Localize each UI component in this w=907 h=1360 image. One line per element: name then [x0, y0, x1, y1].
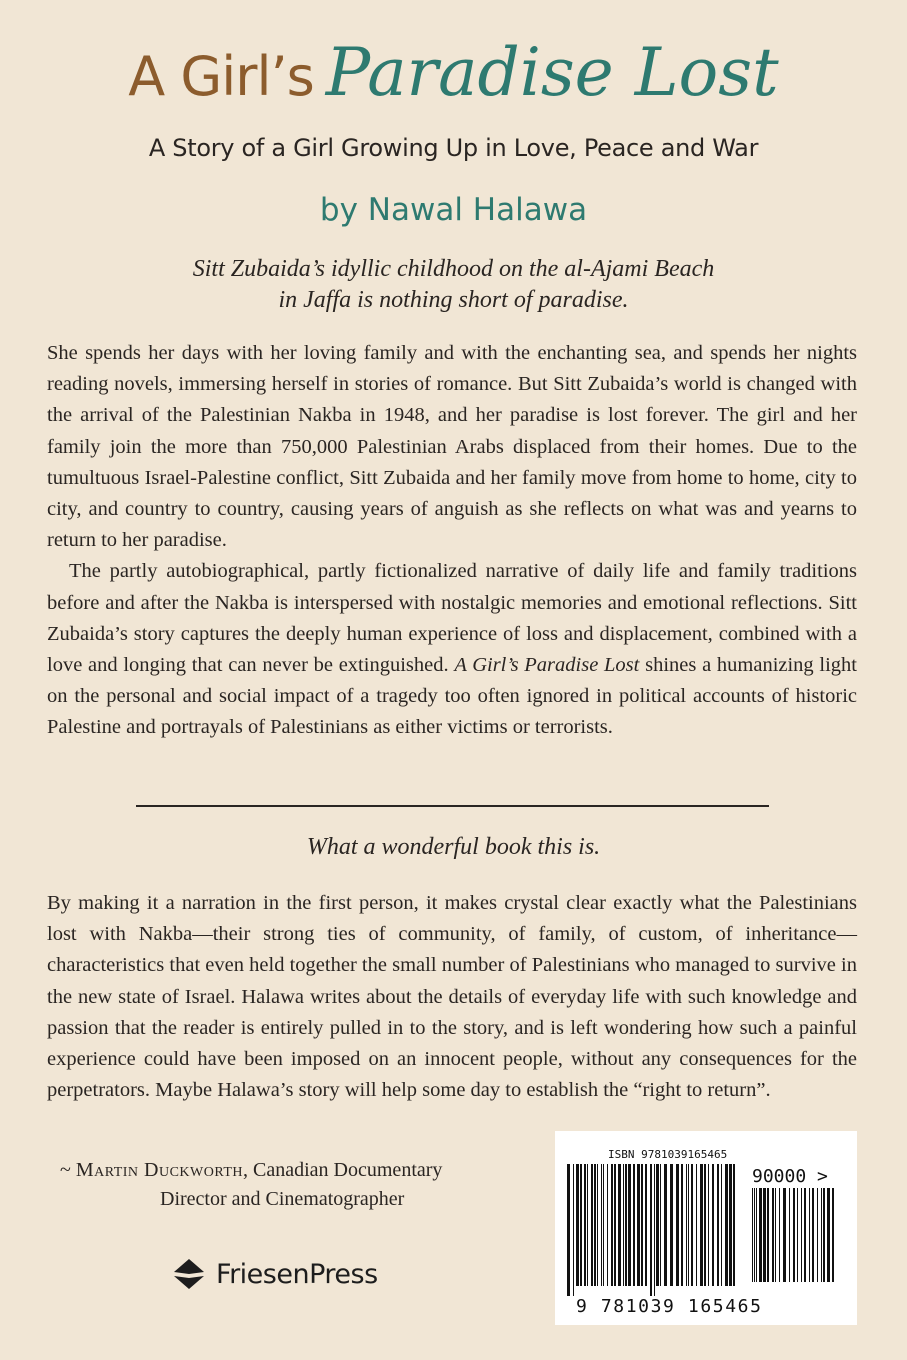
book-subtitle: A Story of a Girl Growing Up in Love, Peace and War	[148, 134, 759, 162]
barcode-bar	[801, 1188, 802, 1282]
barcode-bar	[763, 1188, 766, 1282]
barcode-bar	[625, 1164, 627, 1286]
barcode-bar	[779, 1188, 780, 1282]
blurb-paragraph-1: She spends her days with her loving family and with the enchanting sea, and spends her nights reading novels, immersing herself in stories of romance. But Sitt Zubaida’s world is changed with the arrival of the Palestinian Nakba in 1948, and her paradise is lost forever. The girl and her family join the more than 750,000 Palestinian Arabs displaced from their homes. Due to the tumultuous Israel-Palestine conflict, Sitt Zubaida and her family move from home to home, city to city, and country to country, causing years of anguish as she reflects on what was and yearns to return to her paradise.	[47, 342, 857, 552]
barcode-bar	[576, 1164, 579, 1286]
tagline	[0, 254, 907, 316]
barcode-bar	[725, 1164, 728, 1286]
praise-heading: What a wonderful book this is.	[306, 834, 601, 860]
attribution-prefix: ~	[60, 1159, 71, 1181]
publisher-name: FriesenPress	[216, 1258, 378, 1290]
barcode-bar	[793, 1188, 795, 1282]
barcode-bar	[767, 1188, 769, 1282]
barcode-bar	[681, 1164, 683, 1286]
barcode-bar	[754, 1188, 755, 1282]
attribution-role-line1: , Canadian Documentary	[243, 1159, 443, 1181]
blurb	[47, 338, 857, 744]
title-part1: A Girl’s	[128, 45, 314, 108]
barcode-bar	[641, 1164, 643, 1286]
barcode-bar	[804, 1188, 806, 1282]
book-title	[0, 34, 907, 111]
barcode-bar	[654, 1164, 655, 1296]
barcode-bar	[823, 1188, 825, 1282]
barcode-bar	[688, 1164, 689, 1286]
barcode-bar	[712, 1164, 714, 1286]
book-title-reference: A Girl’s Paradise Lost	[454, 654, 640, 677]
barcode-bar	[656, 1164, 659, 1286]
barcode-bar	[597, 1164, 598, 1286]
barcode-bar	[772, 1188, 774, 1282]
barcode-bar	[623, 1164, 624, 1286]
barcode-bar	[594, 1164, 596, 1286]
price-code: 90000 >	[752, 1166, 828, 1187]
tagline-line1: Sitt Zubaida’s idyllic childhood on the al-Ajami Beach	[192, 256, 715, 282]
barcode-bar	[633, 1164, 635, 1286]
barcode-bar	[607, 1164, 608, 1286]
barcode-bar	[797, 1188, 798, 1282]
barcode-bar	[708, 1164, 709, 1286]
title-part2: Paradise Lost	[325, 34, 779, 111]
barcode-bar	[670, 1164, 673, 1286]
barcode-bar	[664, 1164, 667, 1286]
barcode-bar	[827, 1188, 830, 1282]
barcode-bar	[729, 1164, 732, 1286]
attribution-role-line2: Director and Cinematographer	[160, 1188, 405, 1210]
barcode-bar	[580, 1164, 582, 1286]
publisher-logo	[172, 1254, 378, 1294]
barcode-bar	[567, 1164, 570, 1296]
barcode-bar	[618, 1164, 621, 1286]
section-divider	[136, 805, 769, 807]
barcode-bar	[591, 1164, 593, 1286]
barcode-bar	[676, 1164, 679, 1286]
barcode-bar	[573, 1164, 574, 1296]
barcode-bar	[812, 1188, 814, 1282]
barcode-bar	[832, 1188, 834, 1282]
barcode-bar	[809, 1188, 810, 1282]
barcode-bar	[614, 1164, 616, 1286]
praise-attribution	[60, 1156, 530, 1214]
blurb-paragraph-2	[47, 556, 857, 743]
barcode-bar	[603, 1164, 604, 1286]
barcode-bar	[752, 1188, 753, 1282]
book-author: by Nawal Halawa	[319, 192, 588, 228]
barcode-bar	[686, 1164, 687, 1286]
barcode-bar	[584, 1164, 586, 1286]
blurb-paragraph-2-part1: The partly autobiographical, partly fictionalized narrative of daily life and family traditions before and after the Nakba is interspersed with nostalgic memories and emotional reflections. Sitt Zubaida’s story captures the deeply human experience of loss and displacement, combined with a love and longing that can never be extinguished.	[47, 560, 857, 677]
barcode-bar	[700, 1164, 703, 1286]
praise-text: By making it a narration in the first person, it makes crystal clear exactly what the Palestinians lost with Nakba—their strong ties of community, of family, of custom, of inheritance—characteristics that even held together the small number of Palestinians who managed to survive in the new state of Israel. Halawa writes about the details of everyday life with such knowledge and passion that the reader is entirely pulled in to the story, and is left wondering how such a painful experience could have been imposed on an innocent people, without any consequences for the perpetrators. Maybe Halawa’s story will help some day to establish the “right to return”.	[47, 892, 857, 1102]
barcode-bars	[567, 1164, 739, 1296]
barcode-bar	[691, 1164, 693, 1286]
friesenpress-logo-icon	[172, 1257, 206, 1291]
barcode-bar	[817, 1188, 818, 1282]
barcode-bar	[650, 1164, 652, 1296]
attribution-name: Martin Duckworth	[75, 1159, 244, 1181]
barcode-bar	[733, 1164, 735, 1286]
barcode-bar	[704, 1164, 706, 1286]
blurb-paragraph-2-part2: shines a humanizing light on the personal and social impact of a tragedy too often ignored in political accounts of historic Palestine and portrayals of Palestinians as either victims or terrorists.	[47, 654, 858, 739]
barcode-bar	[696, 1164, 697, 1286]
barcode-digits: 9 781039 165465	[576, 1296, 763, 1317]
barcode-bar	[717, 1164, 719, 1286]
barcode-bar	[645, 1164, 647, 1286]
barcode-bar	[821, 1188, 822, 1282]
barcode-bar	[775, 1188, 776, 1282]
barcode-bar	[756, 1188, 757, 1282]
barcode-bar	[587, 1164, 588, 1286]
barcode-bar	[721, 1164, 722, 1286]
tagline-line2: in Jaffa is nothing short of paradise.	[278, 287, 629, 313]
barcode-bar	[611, 1164, 613, 1286]
price-addon-bars	[752, 1188, 838, 1292]
barcode-bar	[789, 1188, 790, 1282]
isbn-label: ISBN 9781039165465	[608, 1148, 728, 1161]
barcode-bar	[628, 1164, 631, 1286]
barcode-bar	[759, 1188, 762, 1282]
barcode-bar	[601, 1164, 602, 1286]
barcode-bar	[660, 1164, 661, 1286]
barcode-bar	[637, 1164, 640, 1286]
barcode-bar	[783, 1188, 786, 1282]
